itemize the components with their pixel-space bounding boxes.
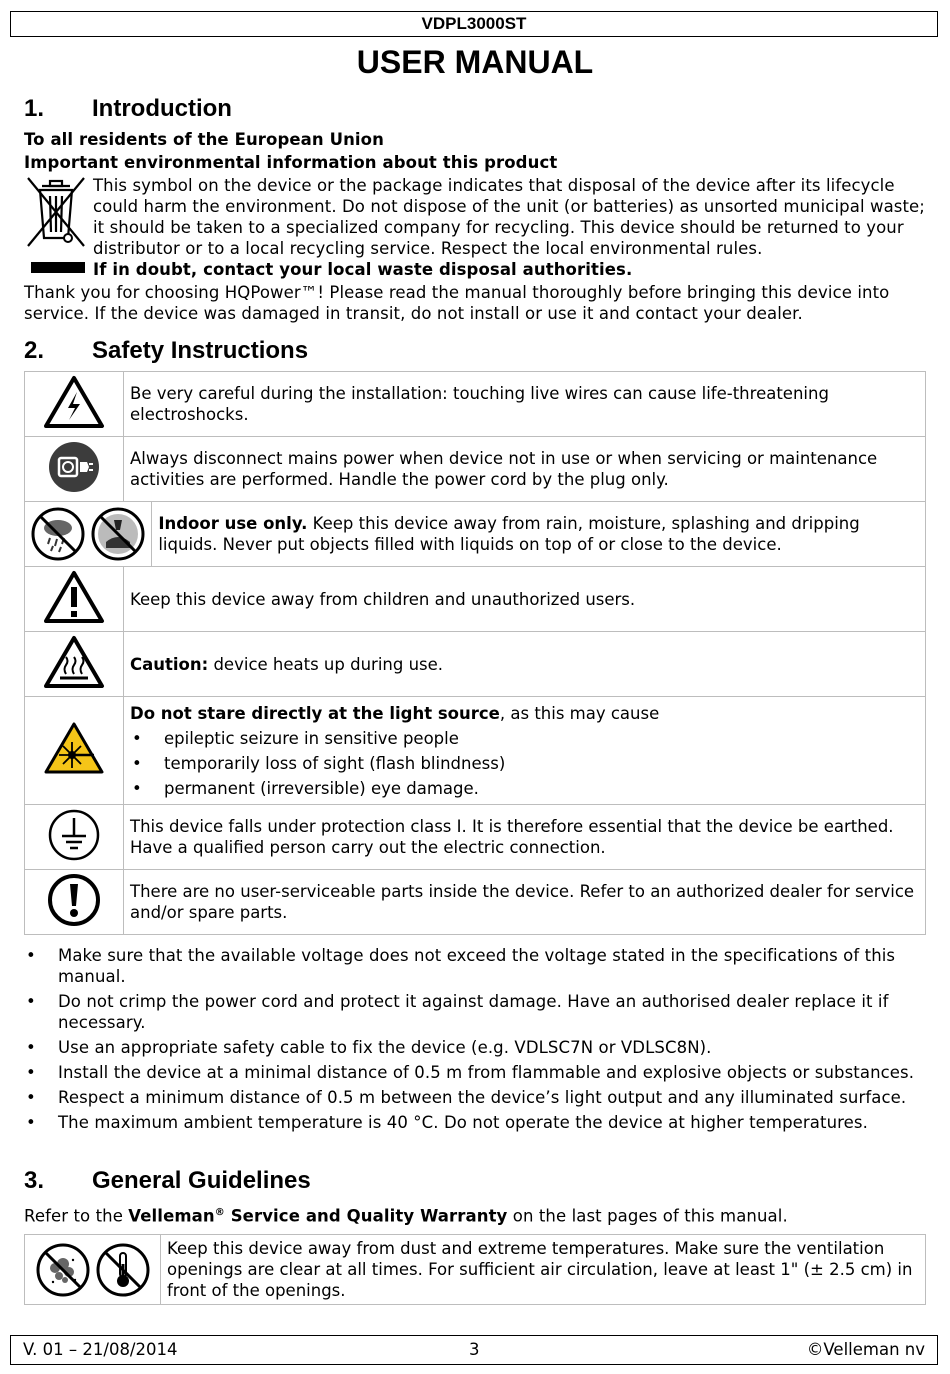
safety-icon-cell xyxy=(25,805,124,870)
no-dust-icon xyxy=(35,1242,91,1298)
safety-text-cell: Caution: device heats up during use. xyxy=(124,632,926,697)
thank-you-text: Thank you for choosing HQPower™! Please read the manual thoroughly before bringing this device into service. If the device was damaged in transit, do not install or use it and contact your dealer. xyxy=(24,283,890,323)
safety-icon-cell xyxy=(25,437,124,502)
page-number: 3 xyxy=(469,1340,480,1359)
copyright: ©Velleman nv xyxy=(806,1340,925,1359)
safety-text-cell: There are no user-serviceable parts inside the device. Refer to an authorized dealer for service and/or spare parts. xyxy=(124,870,926,935)
doubt-text: If in doubt, contact your local waste disposal authorities. xyxy=(93,260,633,279)
list-item: • The maximum ambient temperature is 40 °C. Do not operate the device at higher temperatures. xyxy=(24,1112,924,1133)
page-title: USER MANUAL xyxy=(356,44,594,80)
laser-effects-list xyxy=(130,728,919,799)
eu-residents-line: To all residents of the European Union xyxy=(24,130,384,149)
weee-bar xyxy=(31,262,85,273)
version-date: V. 01 – 21/08/2014 xyxy=(23,1340,178,1359)
safety-row xyxy=(25,632,926,697)
safety-text-cell: Keep this device away from children and unauthorized users. xyxy=(124,567,926,632)
safety-row xyxy=(25,1235,926,1305)
safety-text-cell: Do not stare directly at the light source, as this may cause • epileptic seizure in sensitive people • temporarily loss of sight (flash blindness) • permanent (irreversible) eye damage. xyxy=(124,697,926,805)
safety-row xyxy=(25,502,926,567)
list-item: • epileptic seizure in sensitive people xyxy=(130,728,919,749)
section-3-heading: 3. General Guidelines xyxy=(24,1167,311,1194)
environment-heading: Important environmental information about this product xyxy=(24,153,558,172)
safety-row xyxy=(25,372,926,437)
general-warning-icon xyxy=(42,569,106,625)
safety-icon-cell xyxy=(25,632,124,697)
no-rain-icon xyxy=(30,506,86,562)
environment-text: This symbol on the device or the package indicates that disposal of the device after its lifecycle could harm the environment. Do not dispose of the unit (or batteries) as unsorted municipal waste; it should be taken to a specialized company for recycling. This device should be returned to your distributor or to a local recycling service. Respect the local environmental rules. xyxy=(93,176,925,258)
no-extreme-temperature-icon xyxy=(95,1242,151,1298)
hot-surface-icon xyxy=(42,634,106,690)
list-item: • temporarily loss of sight (flash blindness) xyxy=(130,753,919,774)
safety-row xyxy=(25,870,926,935)
safety-text-cell: Always disconnect mains power when device not in use or when servicing or maintenance activities are performed. Handle the power cord by the plug only. xyxy=(124,437,926,502)
laser-warning-icon xyxy=(42,720,106,776)
safety-text-cell: Keep this device away from dust and extreme temperatures. Make sure the ventilation openings are clear at all times. For sufficient air circulation, leave at least 1" (± 2.5 cm) in front of the openings. xyxy=(161,1235,926,1305)
model-number: VDPL3000ST xyxy=(421,14,527,33)
safety-text-cell: Indoor use only. Keep this device away from rain, moisture, splashing and dripping liquids. Never put objects filled with liquids on top of or close to the device. xyxy=(152,502,926,567)
guidelines-table xyxy=(24,1234,926,1305)
safety-text-cell: Be very careful during the installation: touching live wires can cause life-threatening electroshocks. xyxy=(124,372,926,437)
list-item: • Install the device at a minimal distance of 0.5 m from flammable and explosive objects or substances. xyxy=(24,1062,924,1083)
list-item: • Make sure that the available voltage does not exceed the voltage stated in the specifications of this manual. xyxy=(24,945,924,987)
list-item: • Respect a minimum distance of 0.5 m between the device’s light output and any illuminated surface. xyxy=(24,1087,924,1108)
disconnect-mains-icon xyxy=(47,440,101,494)
document-footer xyxy=(10,1335,938,1365)
no-liquids-icon xyxy=(90,506,146,562)
weee-bin-icon xyxy=(24,176,88,248)
exclamation-circle-icon xyxy=(46,872,102,928)
safety-icon-cell xyxy=(25,1235,161,1305)
document-header xyxy=(10,11,938,37)
safety-bullet-list xyxy=(24,945,924,1133)
safety-row xyxy=(25,805,926,870)
list-item: • Do not crimp the power cord and protect it against damage. Have an authorised dealer replace it if necessary. xyxy=(24,991,924,1033)
list-item: • permanent (irreversible) eye damage. xyxy=(130,778,919,799)
protective-earth-icon xyxy=(47,808,101,862)
safety-icon-cell xyxy=(25,567,124,632)
electric-shock-warning-icon xyxy=(42,374,106,430)
safety-row xyxy=(25,697,926,805)
safety-icon-cell xyxy=(25,697,124,805)
safety-icon-cell xyxy=(25,372,124,437)
safety-table xyxy=(24,371,926,935)
list-item: • Use an appropriate safety cable to fix the device (e.g. VDLSC7N or VDLSC8N). xyxy=(24,1037,924,1058)
section-1-heading: 1. Introduction xyxy=(24,95,232,122)
safety-icon-cell xyxy=(25,502,152,567)
safety-text-cell: This device falls under protection class I. It is therefore essential that the device be earthed. Have a qualified person carry out the electric connection. xyxy=(124,805,926,870)
safety-row xyxy=(25,567,926,632)
warranty-reference: Refer to the Velleman® Service and Quality Warranty on the last pages of this manual. xyxy=(24,1206,788,1226)
section-2-heading: 2. Safety Instructions xyxy=(24,337,309,364)
safety-icon-cell xyxy=(25,870,124,935)
safety-row xyxy=(25,437,926,502)
